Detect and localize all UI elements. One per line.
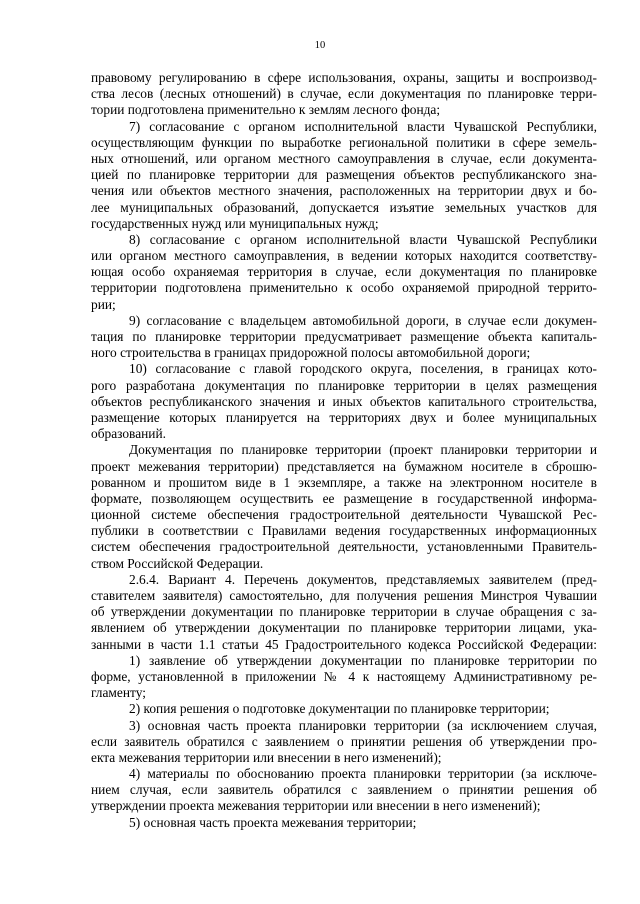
text-line: территории подготовлена применительно к особо охраняемой природной террито- xyxy=(91,280,597,296)
text-line: формате, позволяющем осуществить ее размещение в государственной информа- xyxy=(91,490,597,506)
text-line: правовому регулированию в сфере использования, охраны, защиты и воспроизвод- xyxy=(91,70,597,85)
text-line: 4) материалы по обоснованию проекта планировки территории (за исключе- xyxy=(129,766,597,782)
text-line: ством Российской Федерации. xyxy=(91,555,264,571)
text-line: 2) копия решения о подготовке документации по планировке территории; xyxy=(129,701,550,717)
text-line: образований. xyxy=(91,426,166,442)
text-line: 2.6.4. Вариант 4. Перечень документов, представляемых заявителем (пред- xyxy=(129,571,597,587)
text-line: рованном и прошитом виде в 1 экземпляре, а также на электронном носителе в xyxy=(91,474,597,490)
text-line: 5) основная часть проекта межевания территории; xyxy=(129,814,417,830)
text-line: утверждении проекта межевания территории или внесении в него изменений); xyxy=(91,798,541,814)
text-line: ционной системе обеспечения градостроительной деятельности Чувашской Рес- xyxy=(91,507,597,523)
text-line: ного строительства в границах придорожной полосы автомобильной дороги; xyxy=(91,345,531,361)
text-line: публики в соответствии с Правилами ведения государственных информационных xyxy=(91,523,597,539)
text-line: Документация по планировке территории (проект планировки территории и xyxy=(129,442,597,458)
text-line: ющая особо охраняемая территория в случае, если документация по планировке xyxy=(91,264,597,280)
text-line: рого разработана документация по планировке территории в целях размещения xyxy=(91,377,597,393)
text-line: чения или объектов местного значения, расположенных на территории двух и бо- xyxy=(91,183,597,199)
text-line: ставителем заявителя) самостоятельно, для получения решения Минстроя Чувашии xyxy=(91,588,597,603)
text-line: ных отношений, или органом местного самоуправления в случае, если документа- xyxy=(91,150,597,166)
page-number: 10 xyxy=(314,40,326,51)
text-line: нием случая, если заявитель обратился с заявлением о принятии решения об xyxy=(91,782,597,798)
text-line: 10) согласование с главой городского округа, поселения, в границах кото- xyxy=(129,361,597,377)
text-line: объектов республиканского значения и иных объектов капитального строительства, xyxy=(91,393,597,409)
text-line: государственных нужд или муниципальных нужд; xyxy=(91,215,379,231)
text-line: проект межевания территории) представляется на бумажном носителе в сброшю- xyxy=(91,458,597,474)
text-line: цией по планировке территории для размещения объектов республиканского зна- xyxy=(91,167,597,183)
text-line: гламенту; xyxy=(91,685,146,701)
text-line: если заявитель обратился с заявлением о принятии решения об утверждении про- xyxy=(91,733,597,749)
text-line: размещение которых планируется на территориях двух и более муниципальных xyxy=(91,409,597,425)
text-line: тация по планировке территории предусматривает размещение объекта капиталь- xyxy=(91,329,597,344)
text-line: ства лесов (лесных отношений) в случае, если документация по планировке терри- xyxy=(91,86,597,102)
text-line: рии; xyxy=(91,296,116,312)
text-line: занными в части 1.1 статьи 45 Градостроительного кодекса Российской Федерации: xyxy=(91,636,597,652)
document-body xyxy=(91,70,597,831)
text-line: 7) согласование с органом исполнительной власти Чувашской Республики, xyxy=(129,118,597,134)
text-line: форме, установленной в приложении № 4 к настоящему Административному ре- xyxy=(91,668,597,684)
text-line: осуществляющим функции по выработке региональной политики в сфере земель- xyxy=(91,134,597,150)
text-line: лее муниципальных образований, допускается изъятие земельных участков для xyxy=(91,199,597,215)
text-line: систем обеспечения градостроительной деятельности, установленными Правитель- xyxy=(91,539,597,555)
text-line: екта межевания территории или внесении в него изменений); xyxy=(91,749,442,765)
text-line: об утверждении документации по планировке территории в случае обращения с за- xyxy=(91,604,597,620)
text-line: тории подготовлена применительно к землям лесного фонда; xyxy=(91,102,441,118)
text-line: явлением об утверждении документации по планировке территории лицами, ука- xyxy=(91,620,597,636)
text-line: 9) согласование с владельцем автомобильной дороги, в случае если докумен- xyxy=(129,312,597,328)
text-line: или органом местного самоуправления, в ведении которых находится соответству- xyxy=(91,248,597,264)
text-line: 1) заявление об утверждении документации по планировке территории по xyxy=(129,652,597,668)
text-line: 3) основная часть проекта планировки территории (за исключением случая, xyxy=(129,717,597,733)
text-line: 8) согласование с органом исполнительной власти Чувашской Республики xyxy=(129,231,597,247)
